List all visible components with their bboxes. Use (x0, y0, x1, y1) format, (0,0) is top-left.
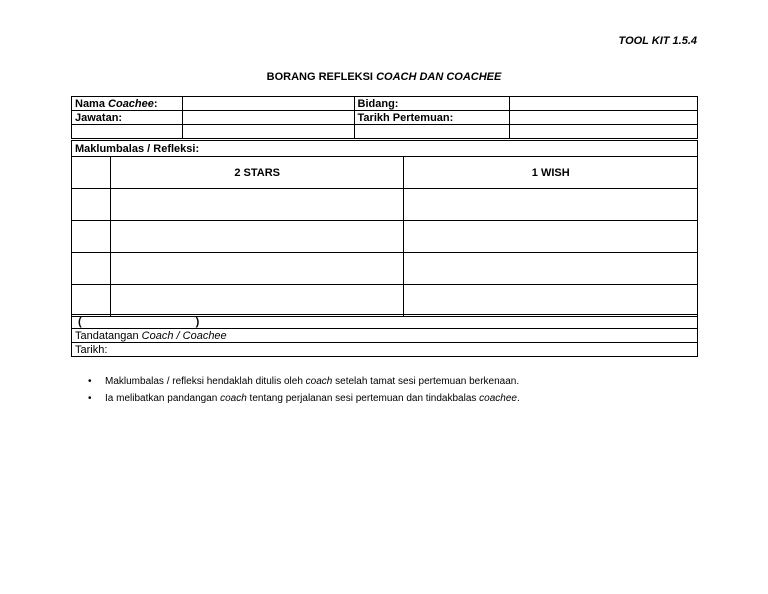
index-cell[interactable] (72, 285, 111, 317)
info-table (71, 96, 698, 139)
toolkit-label: TOOL KIT 1.5.4 (618, 35, 697, 47)
nama-field[interactable] (182, 97, 354, 111)
maklumbalas-label: Maklumbalas / Refleksi: (72, 141, 698, 157)
blank-cell[interactable] (354, 125, 510, 139)
stars-cell[interactable] (110, 221, 404, 253)
stars-cell[interactable] (110, 189, 404, 221)
tarikh-pertemuan-field[interactable] (510, 111, 698, 125)
index-cell[interactable] (72, 253, 111, 285)
wish-header: 1 WISH (404, 157, 698, 189)
table-row (72, 221, 698, 253)
blank-cell[interactable] (72, 125, 183, 139)
jawatan-label: Jawatan: (72, 111, 183, 125)
table-row (72, 315, 698, 329)
bullet-icon: • (88, 393, 92, 404)
wish-cell[interactable] (404, 285, 698, 317)
index-cell[interactable] (72, 221, 111, 253)
stars-cell[interactable] (110, 285, 404, 317)
tarikh-pertemuan-label: Tarikh Pertemuan: (354, 111, 510, 125)
tarikh-label: Tarikh: (72, 343, 698, 357)
table-row (72, 253, 698, 285)
bidang-field[interactable] (510, 97, 698, 111)
signature-name-field[interactable]: ( ) (72, 315, 698, 329)
tandatangan-label: Tandatangan Coach / Coachee (72, 329, 698, 343)
table-row (72, 125, 698, 139)
wish-cell[interactable] (404, 189, 698, 221)
list-item: • Ia melibatkan pandangan coach tentang perjalanan sesi pertemuan dan tindakbalas coachee. (88, 390, 520, 407)
blank-cell[interactable] (510, 125, 698, 139)
reflection-table (71, 140, 698, 317)
bidang-label: Bidang: (354, 97, 510, 111)
table-row (72, 157, 698, 189)
jawatan-field[interactable] (182, 111, 354, 125)
table-row (72, 97, 698, 111)
wish-cell[interactable] (404, 253, 698, 285)
table-row (72, 189, 698, 221)
list-item: • Maklumbalas / refleksi hendaklah ditulis oleh coach setelah tamat sesi pertemuan berkenaan. (88, 373, 520, 390)
blank-cell[interactable] (182, 125, 354, 139)
form-title: BORANG REFLEKSI COACH DAN COACHEE (266, 71, 502, 83)
stars-cell[interactable] (110, 253, 404, 285)
stars-header: 2 STARS (110, 157, 404, 189)
index-header (72, 157, 111, 189)
nama-label: Nama Coachee: (72, 97, 183, 111)
table-row (72, 285, 698, 317)
table-row (72, 141, 698, 157)
table-row (72, 111, 698, 125)
signature-table (71, 314, 698, 357)
notes-list (88, 373, 520, 407)
table-row (72, 329, 698, 343)
wish-cell[interactable] (404, 221, 698, 253)
table-row (72, 343, 698, 357)
bullet-icon: • (88, 376, 92, 387)
index-cell[interactable] (72, 189, 111, 221)
